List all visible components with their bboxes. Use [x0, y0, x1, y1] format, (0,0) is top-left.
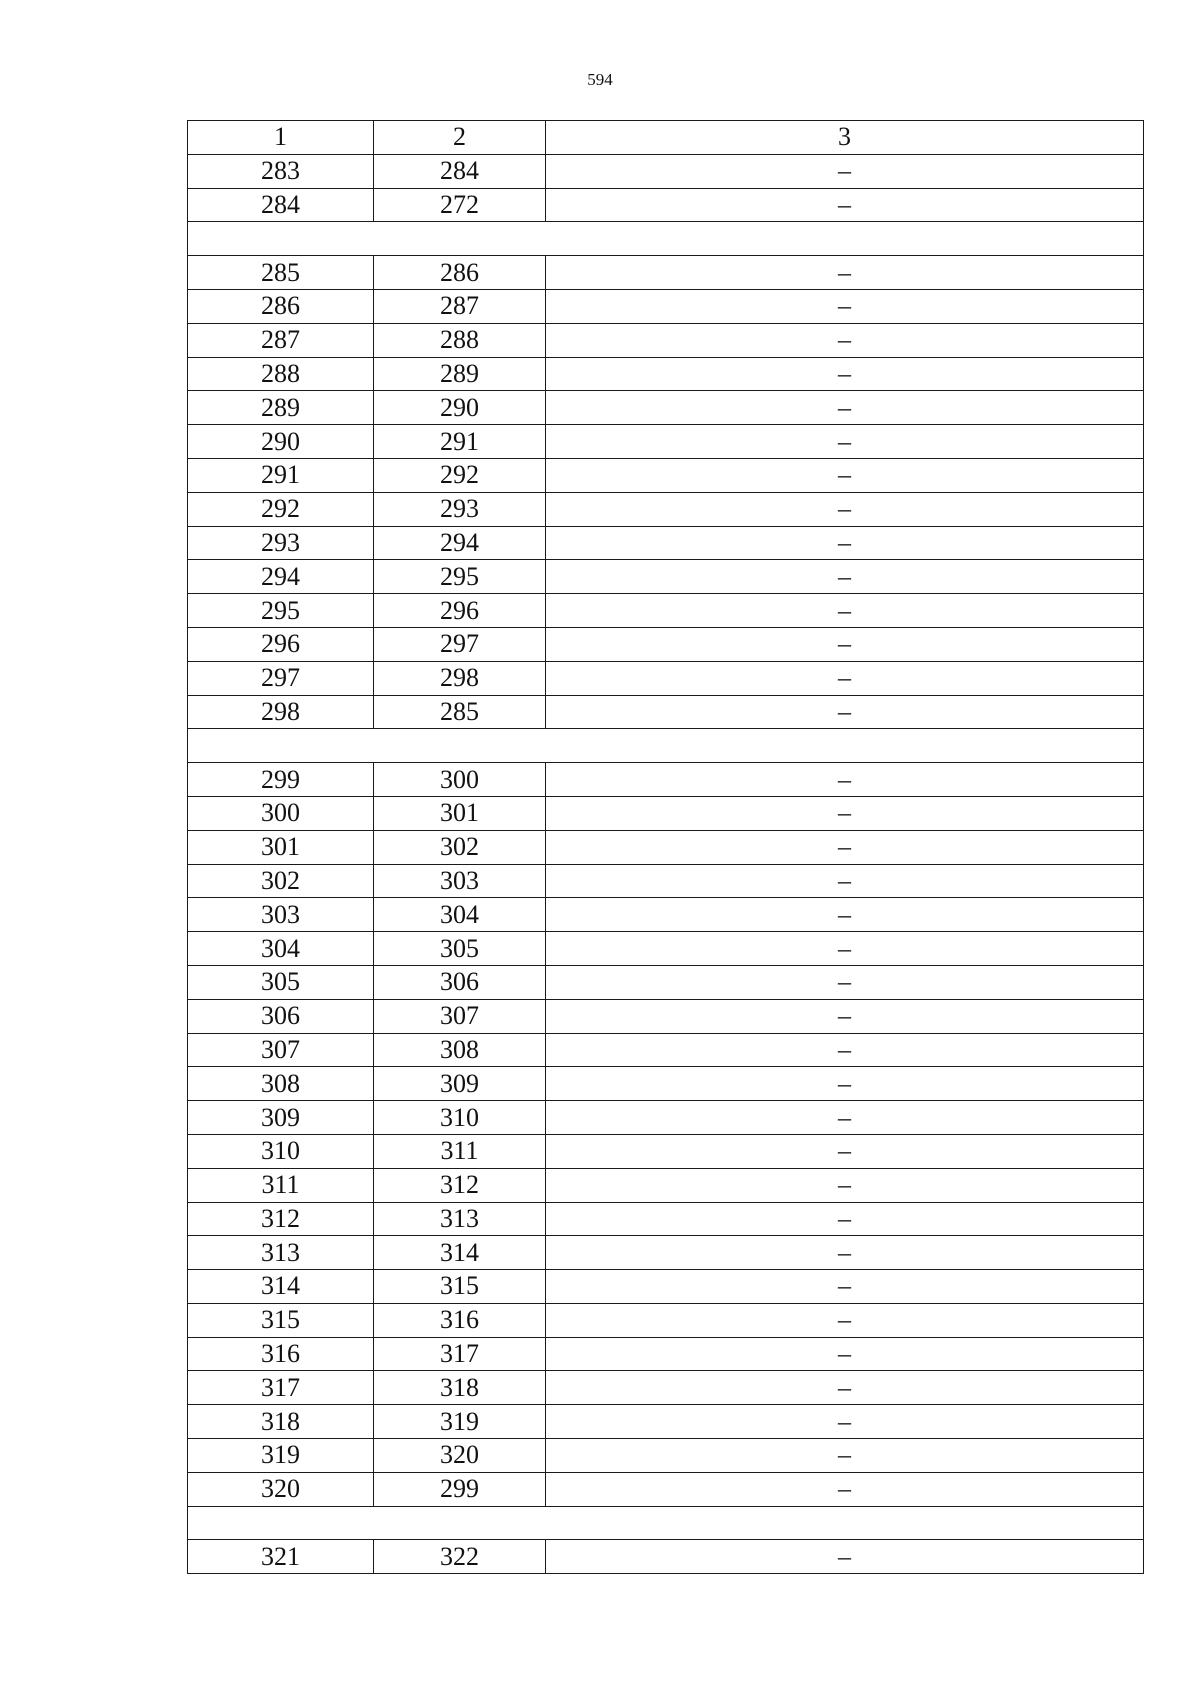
table-row	[188, 1303, 1144, 1337]
table-cell-col-1: 288	[188, 357, 374, 391]
table-cell-col-1: 297	[188, 661, 374, 695]
table-cell-col-2: 292	[374, 458, 546, 492]
table-cell-col-3: –	[546, 1270, 1144, 1304]
table-cell-col-3: –	[546, 763, 1144, 797]
table-cell-col-1: 304	[188, 932, 374, 966]
table-cell-col-2: 293	[374, 492, 546, 526]
table-cell-col-1: 315	[188, 1303, 374, 1337]
table-row	[188, 999, 1144, 1033]
table-cell-col-2: 290	[374, 391, 546, 425]
table-cell-col-2: 316	[374, 1303, 546, 1337]
table-cell-col-3: –	[546, 898, 1144, 932]
table-cell-col-3: –	[546, 188, 1144, 222]
table-header-row	[188, 121, 1144, 155]
table-cell-col-1: 306	[188, 999, 374, 1033]
table-cell-col-2: 298	[374, 661, 546, 695]
table-cell-col-2: 284	[374, 154, 546, 188]
table-cell-col-3: –	[546, 1540, 1144, 1574]
table-row	[188, 1337, 1144, 1371]
table-row	[188, 357, 1144, 391]
table-cell-col-1: 320	[188, 1472, 374, 1506]
table-cell-col-3: –	[546, 1236, 1144, 1270]
table-cell-col-3: –	[546, 458, 1144, 492]
page-number: 594	[587, 70, 613, 89]
table-cell-col-1: 301	[188, 830, 374, 864]
table-cell-col-1: 318	[188, 1405, 374, 1439]
table-cell-col-2: 317	[374, 1337, 546, 1371]
table-cell-col-3: –	[546, 1101, 1144, 1135]
table-cell-col-2: 303	[374, 864, 546, 898]
table-cell-col-2: 304	[374, 898, 546, 932]
table-cell-col-3: –	[546, 627, 1144, 661]
table-row	[188, 1236, 1144, 1270]
table-cell-col-2: 286	[374, 256, 546, 290]
table-row	[188, 1033, 1144, 1067]
table-cell-col-1: 287	[188, 323, 374, 357]
table-cell-col-1: 308	[188, 1067, 374, 1101]
table-cell-col-1: 307	[188, 1033, 374, 1067]
table-cell-col-1: 284	[188, 188, 374, 222]
table-cell-col-2: 309	[374, 1067, 546, 1101]
table-row	[188, 1168, 1144, 1202]
table-row	[188, 560, 1144, 594]
table-cell-col-2: 319	[374, 1405, 546, 1439]
table-row	[188, 864, 1144, 898]
table-cell-col-2: 311	[374, 1134, 546, 1168]
table-row	[188, 1134, 1144, 1168]
table-row	[188, 188, 1144, 222]
table-cell-col-2: 297	[374, 627, 546, 661]
table-cell-col-3: –	[546, 796, 1144, 830]
table-row	[188, 1202, 1144, 1236]
table-cell-col-3: –	[546, 661, 1144, 695]
table-cell-col-1: 314	[188, 1270, 374, 1304]
table-cell-col-3: –	[546, 965, 1144, 999]
table-row	[188, 458, 1144, 492]
table-cell-col-2: 318	[374, 1371, 546, 1405]
table-cell-col-1: 289	[188, 391, 374, 425]
table-row	[188, 1371, 1144, 1405]
table-cell-col-3: –	[546, 1168, 1144, 1202]
table-row	[188, 492, 1144, 526]
table-cell-col-2: 289	[374, 357, 546, 391]
table-cell-col-1: 321	[188, 1540, 374, 1574]
table-cell-col-2: 272	[374, 188, 546, 222]
table-cell-col-3: –	[546, 560, 1144, 594]
column-header-2: 2	[374, 121, 546, 155]
table-cell-col-3: –	[546, 1439, 1144, 1473]
table-row	[188, 932, 1144, 966]
table-row	[188, 1540, 1144, 1574]
table-cell-col-3: –	[546, 1337, 1144, 1371]
table-cell-col-1: 312	[188, 1202, 374, 1236]
table-row	[188, 154, 1144, 188]
table-cell-col-1: 300	[188, 796, 374, 830]
table-cell-col-1: 298	[188, 695, 374, 729]
table-cell-col-1: 316	[188, 1337, 374, 1371]
table-cell-col-2: 294	[374, 526, 546, 560]
table-row	[188, 1472, 1144, 1506]
table-cell-col-3: –	[546, 492, 1144, 526]
table-cell-col-3: –	[546, 526, 1144, 560]
table-cell-col-1: 317	[188, 1371, 374, 1405]
table-cell-col-3: –	[546, 1067, 1144, 1101]
table-cell-col-1: 313	[188, 1236, 374, 1270]
table-row	[188, 796, 1144, 830]
table-cell-col-3: –	[546, 323, 1144, 357]
table-row	[188, 830, 1144, 864]
table-cell-col-3: –	[546, 154, 1144, 188]
column-header-3: 3	[546, 121, 1144, 155]
table-cell-col-2: 320	[374, 1439, 546, 1473]
group-separator-cell	[188, 222, 1144, 256]
table-cell-col-2: 296	[374, 594, 546, 628]
table-cell-col-3: –	[546, 1303, 1144, 1337]
table-cell-col-3: –	[546, 1033, 1144, 1067]
table-row	[188, 661, 1144, 695]
table-row	[188, 526, 1144, 560]
table-cell-col-1: 305	[188, 965, 374, 999]
table-cell-col-2: 287	[374, 289, 546, 323]
table-row	[188, 425, 1144, 459]
table-row	[188, 1405, 1144, 1439]
table-row	[188, 323, 1144, 357]
table-cell-col-2: 305	[374, 932, 546, 966]
table-cell-col-2: 310	[374, 1101, 546, 1135]
table-cell-col-2: 314	[374, 1236, 546, 1270]
table-row	[188, 965, 1144, 999]
table-cell-col-2: 285	[374, 695, 546, 729]
table-cell-col-3: –	[546, 1371, 1144, 1405]
table-cell-col-3: –	[546, 999, 1144, 1033]
table-row	[188, 289, 1144, 323]
table-row	[188, 695, 1144, 729]
group-separator-cell	[188, 729, 1144, 763]
table-cell-col-2: 307	[374, 999, 546, 1033]
table-cell-col-2: 288	[374, 323, 546, 357]
table-cell-col-1: 309	[188, 1101, 374, 1135]
table-cell-col-2: 302	[374, 830, 546, 864]
table-cell-col-1: 310	[188, 1134, 374, 1168]
table-cell-col-3: –	[546, 830, 1144, 864]
data-table	[187, 120, 1144, 1574]
group-separator-cell	[188, 1506, 1144, 1540]
table-cell-col-1: 291	[188, 458, 374, 492]
table-body	[188, 121, 1144, 1574]
table-row	[188, 391, 1144, 425]
table-cell-col-2: 300	[374, 763, 546, 797]
table-cell-col-1: 294	[188, 560, 374, 594]
table-cell-col-2: 322	[374, 1540, 546, 1574]
table-cell-col-3: –	[546, 695, 1144, 729]
table-row	[188, 763, 1144, 797]
table-cell-col-1: 299	[188, 763, 374, 797]
column-header-1: 1	[188, 121, 374, 155]
table-cell-col-2: 312	[374, 1168, 546, 1202]
table-cell-col-3: –	[546, 391, 1144, 425]
table-cell-col-3: –	[546, 256, 1144, 290]
table-row	[188, 594, 1144, 628]
table-cell-col-1: 303	[188, 898, 374, 932]
table-cell-col-3: –	[546, 1405, 1144, 1439]
table-cell-col-1: 311	[188, 1168, 374, 1202]
table-cell-col-1: 302	[188, 864, 374, 898]
group-separator-row	[188, 729, 1144, 763]
table-cell-col-2: 306	[374, 965, 546, 999]
table-row	[188, 1101, 1144, 1135]
group-separator-row	[188, 222, 1144, 256]
table-cell-col-1: 285	[188, 256, 374, 290]
table-cell-col-1: 292	[188, 492, 374, 526]
table-cell-col-3: –	[546, 1134, 1144, 1168]
table-cell-col-1: 293	[188, 526, 374, 560]
data-table-container	[187, 120, 1143, 1574]
group-separator-row	[188, 1506, 1144, 1540]
table-row	[188, 898, 1144, 932]
table-cell-col-3: –	[546, 357, 1144, 391]
table-row	[188, 1439, 1144, 1473]
table-cell-col-2: 295	[374, 560, 546, 594]
table-cell-col-2: 301	[374, 796, 546, 830]
table-cell-col-2: 308	[374, 1033, 546, 1067]
table-cell-col-1: 290	[188, 425, 374, 459]
table-row	[188, 256, 1144, 290]
table-row	[188, 1270, 1144, 1304]
table-row	[188, 627, 1144, 661]
table-cell-col-2: 299	[374, 1472, 546, 1506]
table-cell-col-3: –	[546, 289, 1144, 323]
table-cell-col-1: 296	[188, 627, 374, 661]
table-cell-col-2: 291	[374, 425, 546, 459]
table-cell-col-3: –	[546, 932, 1144, 966]
table-cell-col-2: 315	[374, 1270, 546, 1304]
table-cell-col-3: –	[546, 425, 1144, 459]
table-cell-col-3: –	[546, 1202, 1144, 1236]
table-cell-col-1: 283	[188, 154, 374, 188]
table-cell-col-1: 286	[188, 289, 374, 323]
table-cell-col-2: 313	[374, 1202, 546, 1236]
table-cell-col-3: –	[546, 864, 1144, 898]
table-cell-col-1: 319	[188, 1439, 374, 1473]
table-cell-col-1: 295	[188, 594, 374, 628]
table-cell-col-3: –	[546, 1472, 1144, 1506]
table-cell-col-3: –	[546, 594, 1144, 628]
table-row	[188, 1067, 1144, 1101]
